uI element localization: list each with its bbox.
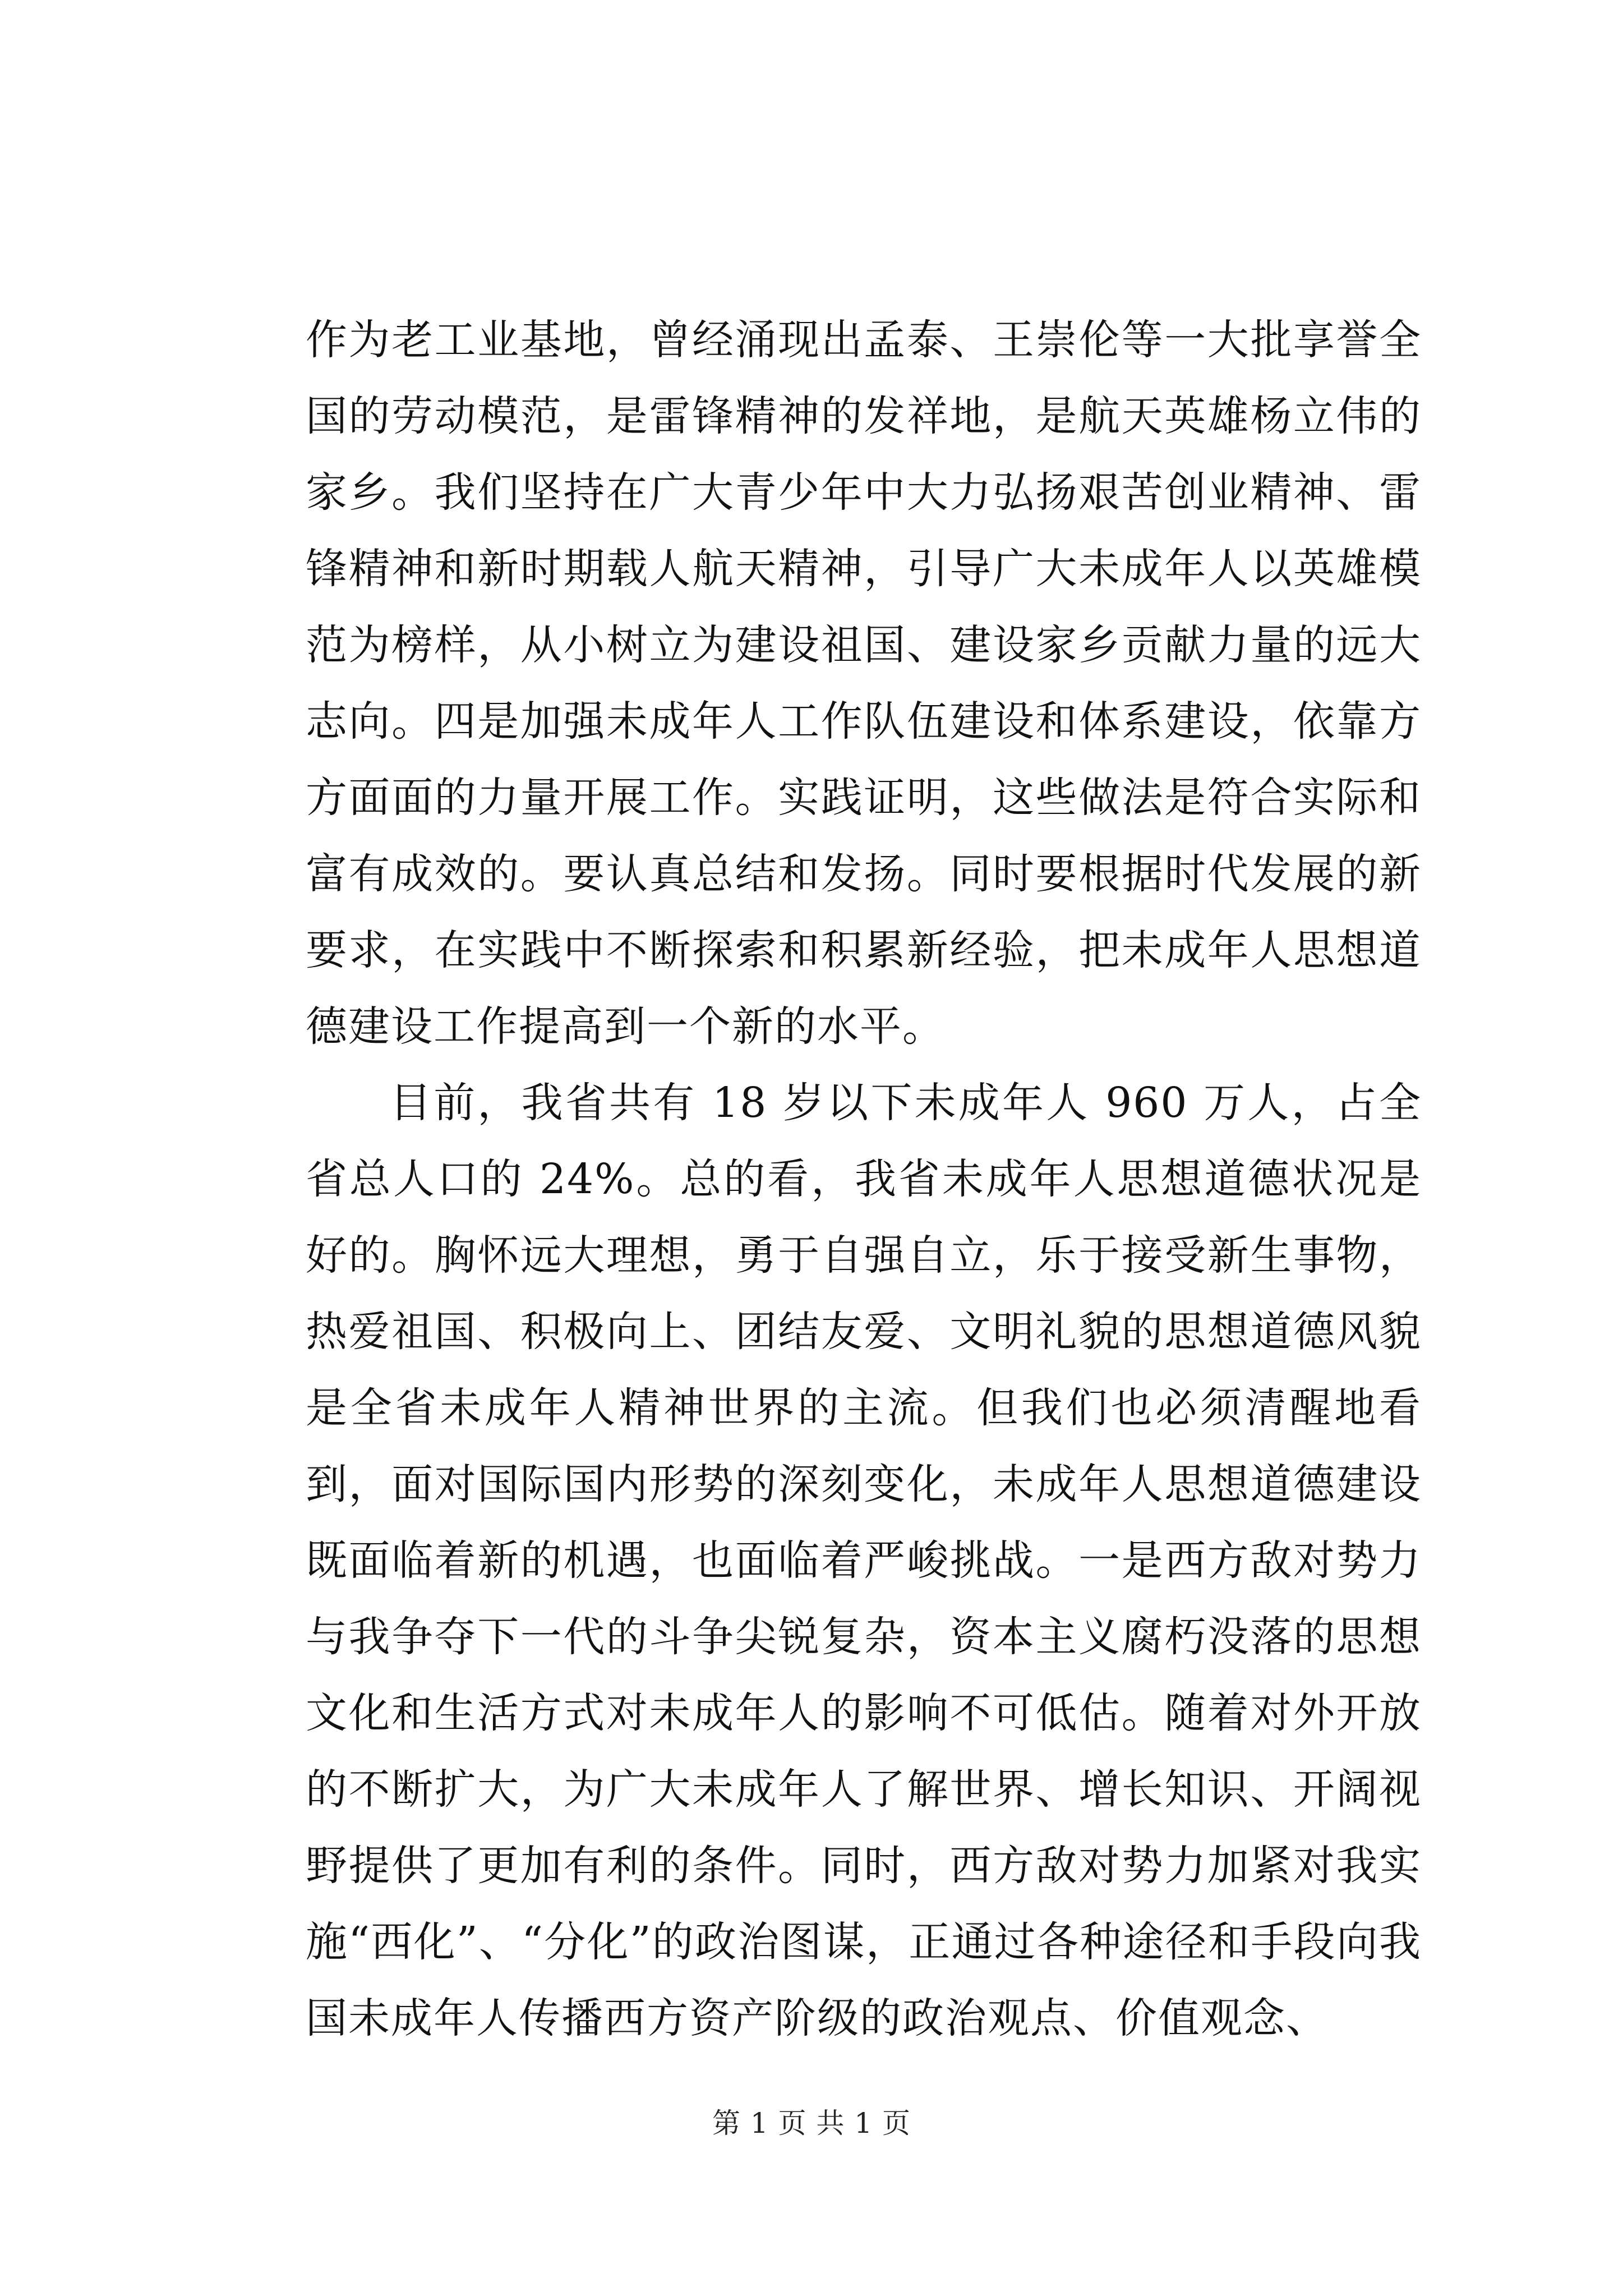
page-footer: 第 1 页 共 1 页	[712, 2107, 911, 2139]
paragraph-1: 作为老工业基地，曾经涌现出孟泰、王崇伦等一大批享誉全国的劳动模范，是雷锋精神的发祥地，是航天英雄杨立伟的家乡。我们坚持在广大青少年中大力弘扬艰苦创业精神、雷锋精神和新时期载人航天精神，引导广大未成年人以英雄模范为榜样，从小树立为建设祖国、建设家乡贡献力量的远大志向。四是加强未成年人工作队伍建设和体系建设，依靠方方面面的力量开展工作。实践证明，这些做法是符合实际和富有成效的。要认真总结和发扬。同时要根据时代发展的新要求，在实践中不断探索和积累新经验，把未成年人思想道德建设工作提高到一个新的水平。	[306, 316, 1422, 1051]
document-body	[306, 302, 1422, 2056]
paragraph-2: 目前，我省共有 18 岁以下未成年人 960 万人，占全省总人口的 24%。总的看，我省未成年人思想道德状况是好的。胸怀远大理想，勇于自强自立，乐于接受新生事物，热爱祖国、积极向上、团结友爱、文明礼貌的思想道德风貌是全省未成年人精神世界的主流。但我们也必须清醒地看到，面对国际国内形势的深刻变化，未成年人思想道德建设既面临着新的机遇，也面临着严峻挑战。一是西方敌对势力与我争夺下一代的斗争尖锐复杂，资本主义腐朽没落的思想文化和生活方式对未成年人的影响不可低估。随着对外开放的不断扩大，为广大未成年人了解世界、增长知识、开阔视野提供了更加有利的条件。同时，西方敌对势力加紧对我实施“西化”、“分化”的政治图谋，正通过各种途径和手段向我国未成年人传播西方资产阶级的政治观点、价值观念、	[306, 1079, 1422, 2042]
